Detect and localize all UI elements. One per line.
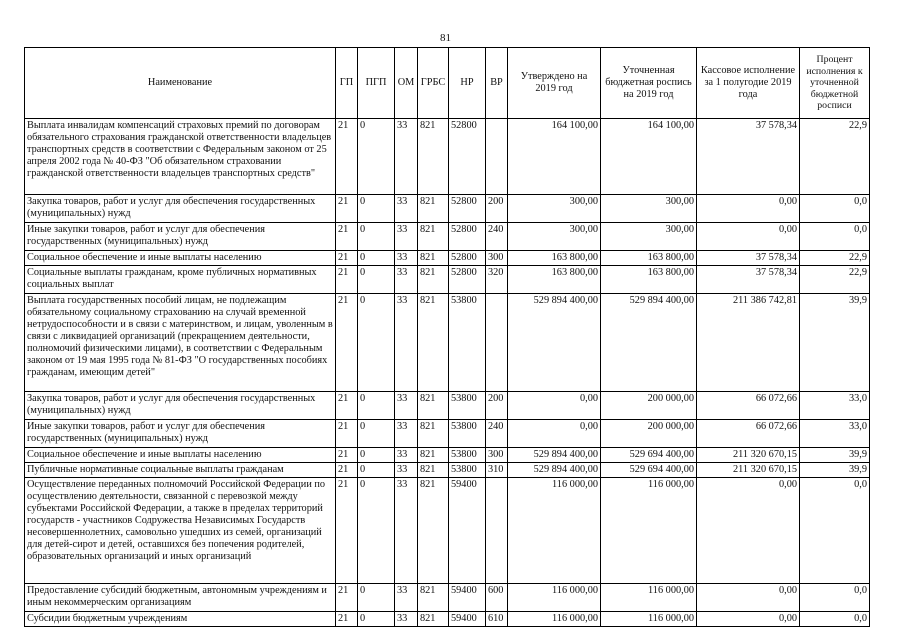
row-approved: 163 800,00	[508, 266, 601, 294]
table-row	[25, 266, 870, 294]
row-vr	[486, 478, 508, 584]
row-name: Закупка товаров, работ и услуг для обеспечения государственных (муниципальных) нужд	[25, 195, 336, 223]
row-cash: 37 578,34	[697, 251, 800, 266]
row-gp: 21	[336, 478, 358, 584]
row-cash: 0,00	[697, 584, 800, 612]
row-refined: 200 000,00	[601, 420, 697, 448]
row-pgp: 0	[358, 119, 395, 195]
row-refined: 163 800,00	[601, 266, 697, 294]
row-gp: 21	[336, 448, 358, 463]
row-approved: 163 800,00	[508, 251, 601, 266]
row-om: 33	[395, 463, 418, 478]
table-row	[25, 251, 870, 266]
row-percent: 22,9	[800, 119, 870, 195]
row-om: 33	[395, 612, 418, 627]
row-gp: 21	[336, 195, 358, 223]
row-grbs: 821	[418, 584, 449, 612]
row-om: 33	[395, 223, 418, 251]
row-percent: 0,0	[800, 612, 870, 627]
row-gp: 21	[336, 392, 358, 420]
row-gp: 21	[336, 463, 358, 478]
row-name: Закупка товаров, работ и услуг для обеспечения государственных (муниципальных) нужд	[25, 392, 336, 420]
header-vr: ВР	[486, 48, 508, 119]
row-gp: 21	[336, 420, 358, 448]
row-percent: 33,0	[800, 392, 870, 420]
row-grbs: 821	[418, 448, 449, 463]
table-row	[25, 584, 870, 612]
row-pgp: 0	[358, 420, 395, 448]
row-grbs: 821	[418, 420, 449, 448]
row-approved: 529 894 400,00	[508, 294, 601, 392]
table-row	[25, 463, 870, 478]
row-pgp: 0	[358, 584, 395, 612]
row-np: 52800	[449, 119, 486, 195]
row-refined: 529 894 400,00	[601, 294, 697, 392]
row-pgp: 0	[358, 294, 395, 392]
row-percent: 0,0	[800, 584, 870, 612]
row-np: 53800	[449, 420, 486, 448]
row-gp: 21	[336, 266, 358, 294]
row-gp: 21	[336, 584, 358, 612]
row-percent: 22,9	[800, 251, 870, 266]
row-np: 59400	[449, 584, 486, 612]
row-np: 52800	[449, 251, 486, 266]
table-row	[25, 294, 870, 392]
row-np: 53800	[449, 448, 486, 463]
row-np: 52800	[449, 195, 486, 223]
row-gp: 21	[336, 612, 358, 627]
row-percent: 39,9	[800, 294, 870, 392]
row-name: Иные закупки товаров, работ и услуг для обеспечения государственных (муниципальных) нужд	[25, 223, 336, 251]
page-number: 81	[440, 32, 451, 44]
row-np: 59400	[449, 478, 486, 584]
row-name: Социальное обеспечение и иные выплаты населению	[25, 448, 336, 463]
row-percent: 39,9	[800, 463, 870, 478]
row-refined: 164 100,00	[601, 119, 697, 195]
row-name: Предоставление субсидий бюджетным, автономным учреждениям и иным некоммерческим организациям	[25, 584, 336, 612]
row-np: 52800	[449, 266, 486, 294]
row-percent: 33,0	[800, 420, 870, 448]
row-vr	[486, 294, 508, 392]
header-refined: Уточненная бюджетная роспись на 2019 год	[601, 48, 697, 119]
row-grbs: 821	[418, 478, 449, 584]
row-om: 33	[395, 195, 418, 223]
row-refined: 116 000,00	[601, 612, 697, 627]
table-row	[25, 223, 870, 251]
header-percent: Процент исполнения к уточненной бюджетной росписи	[800, 48, 870, 119]
table-header-row	[25, 48, 870, 119]
row-approved: 0,00	[508, 420, 601, 448]
row-cash: 211 386 742,81	[697, 294, 800, 392]
row-cash: 66 072,66	[697, 392, 800, 420]
row-pgp: 0	[358, 266, 395, 294]
row-om: 33	[395, 119, 418, 195]
row-pgp: 0	[358, 612, 395, 627]
row-om: 33	[395, 294, 418, 392]
header-om: ОМ	[395, 48, 418, 119]
table-row	[25, 478, 870, 584]
row-om: 33	[395, 392, 418, 420]
row-vr: 300	[486, 448, 508, 463]
row-gp: 21	[336, 251, 358, 266]
row-percent: 39,9	[800, 448, 870, 463]
row-np: 59400	[449, 612, 486, 627]
row-name: Социальное обеспечение и иные выплаты населению	[25, 251, 336, 266]
row-grbs: 821	[418, 119, 449, 195]
row-np: 53800	[449, 294, 486, 392]
row-name: Выплата государственных пособий лицам, не подлежащим обязательному социальному страхованию на случай временной нетрудоспособности и в связи с материнством, и лицам, уволенным в связи с ликвидацией организаций (прекращением деятельности, полномочий физическими лицами), в соответствии с Федеральным законом от 19 мая 1995 года № 81-ФЗ "О государственных пособиях гражданам, имеющим детей"	[25, 294, 336, 392]
row-om: 33	[395, 266, 418, 294]
row-np: 53800	[449, 392, 486, 420]
row-pgp: 0	[358, 478, 395, 584]
row-refined: 163 800,00	[601, 251, 697, 266]
row-vr	[486, 119, 508, 195]
budget-table	[24, 47, 870, 627]
row-percent: 22,9	[800, 266, 870, 294]
row-approved: 116 000,00	[508, 584, 601, 612]
row-grbs: 821	[418, 195, 449, 223]
row-refined: 529 694 400,00	[601, 463, 697, 478]
row-gp: 21	[336, 223, 358, 251]
header-approved: Утверждено на 2019 год	[508, 48, 601, 119]
row-percent: 0,0	[800, 195, 870, 223]
table-row	[25, 119, 870, 195]
row-vr: 240	[486, 223, 508, 251]
row-approved: 116 000,00	[508, 612, 601, 627]
header-grbs: ГРБС	[418, 48, 449, 119]
row-approved: 0,00	[508, 392, 601, 420]
row-cash: 0,00	[697, 612, 800, 627]
row-approved: 529 894 400,00	[508, 448, 601, 463]
header-cash: Кассовое исполнение за 1 полугодие 2019 года	[697, 48, 800, 119]
row-refined: 300,00	[601, 195, 697, 223]
row-np: 52800	[449, 223, 486, 251]
row-pgp: 0	[358, 195, 395, 223]
header-np: НР	[449, 48, 486, 119]
row-approved: 116 000,00	[508, 478, 601, 584]
row-percent: 0,0	[800, 223, 870, 251]
row-cash: 37 578,34	[697, 119, 800, 195]
row-om: 33	[395, 478, 418, 584]
row-cash: 37 578,34	[697, 266, 800, 294]
row-pgp: 0	[358, 448, 395, 463]
header-pgp: ПГП	[358, 48, 395, 119]
row-vr: 240	[486, 420, 508, 448]
row-approved: 300,00	[508, 195, 601, 223]
row-om: 33	[395, 584, 418, 612]
row-cash: 211 320 670,15	[697, 448, 800, 463]
row-refined: 200 000,00	[601, 392, 697, 420]
row-grbs: 821	[418, 266, 449, 294]
row-gp: 21	[336, 294, 358, 392]
row-refined: 300,00	[601, 223, 697, 251]
row-vr: 320	[486, 266, 508, 294]
row-approved: 529 894 400,00	[508, 463, 601, 478]
row-vr: 200	[486, 392, 508, 420]
row-grbs: 821	[418, 251, 449, 266]
row-vr: 600	[486, 584, 508, 612]
table-row	[25, 195, 870, 223]
row-pgp: 0	[358, 251, 395, 266]
table-row	[25, 612, 870, 627]
row-approved: 300,00	[508, 223, 601, 251]
header-name: Наименование	[25, 48, 336, 119]
row-approved: 164 100,00	[508, 119, 601, 195]
row-cash: 0,00	[697, 478, 800, 584]
row-om: 33	[395, 420, 418, 448]
row-refined: 116 000,00	[601, 584, 697, 612]
row-vr: 310	[486, 463, 508, 478]
row-name: Иные закупки товаров, работ и услуг для обеспечения государственных (муниципальных) нужд	[25, 420, 336, 448]
row-np: 53800	[449, 463, 486, 478]
row-name: Публичные нормативные социальные выплаты гражданам	[25, 463, 336, 478]
row-cash: 0,00	[697, 195, 800, 223]
table-row	[25, 420, 870, 448]
table-row	[25, 392, 870, 420]
row-cash: 0,00	[697, 223, 800, 251]
row-cash: 211 320 670,15	[697, 463, 800, 478]
row-vr: 610	[486, 612, 508, 627]
row-percent: 0,0	[800, 478, 870, 584]
row-om: 33	[395, 251, 418, 266]
row-name: Осуществление переданных полномочий Российской Федерации по осуществлению деятельности, связанной с перевозкой между субъектами Российской Федерации, а также в пределах территорий государств - участников Содружества Независимых Государств несовершеннолетних, самовольно ушедших из семей, организаций для детей-сирот и детей, оставшихся без попечения родителей, образовательных организаций и иных организаций	[25, 478, 336, 584]
row-refined: 529 694 400,00	[601, 448, 697, 463]
row-gp: 21	[336, 119, 358, 195]
row-grbs: 821	[418, 392, 449, 420]
row-pgp: 0	[358, 392, 395, 420]
row-name: Субсидии бюджетным учреждениям	[25, 612, 336, 627]
row-grbs: 821	[418, 463, 449, 478]
row-pgp: 0	[358, 223, 395, 251]
row-vr: 300	[486, 251, 508, 266]
row-vr: 200	[486, 195, 508, 223]
row-name: Выплата инвалидам компенсаций страховых премий по договорам обязательного страхования гражданской ответственности владельцев транспортных средств в соответствии с Федеральным законом от 25 апреля 2002 года № 40-ФЗ "Об обязательном страховании гражданской ответственности владельцев транспортных средств"	[25, 119, 336, 195]
row-refined: 116 000,00	[601, 478, 697, 584]
table-row	[25, 448, 870, 463]
row-om: 33	[395, 448, 418, 463]
row-grbs: 821	[418, 223, 449, 251]
row-grbs: 821	[418, 294, 449, 392]
header-gp: ГП	[336, 48, 358, 119]
row-name: Социальные выплаты гражданам, кроме публичных нормативных социальных выплат	[25, 266, 336, 294]
row-pgp: 0	[358, 463, 395, 478]
row-grbs: 821	[418, 612, 449, 627]
row-cash: 66 072,66	[697, 420, 800, 448]
